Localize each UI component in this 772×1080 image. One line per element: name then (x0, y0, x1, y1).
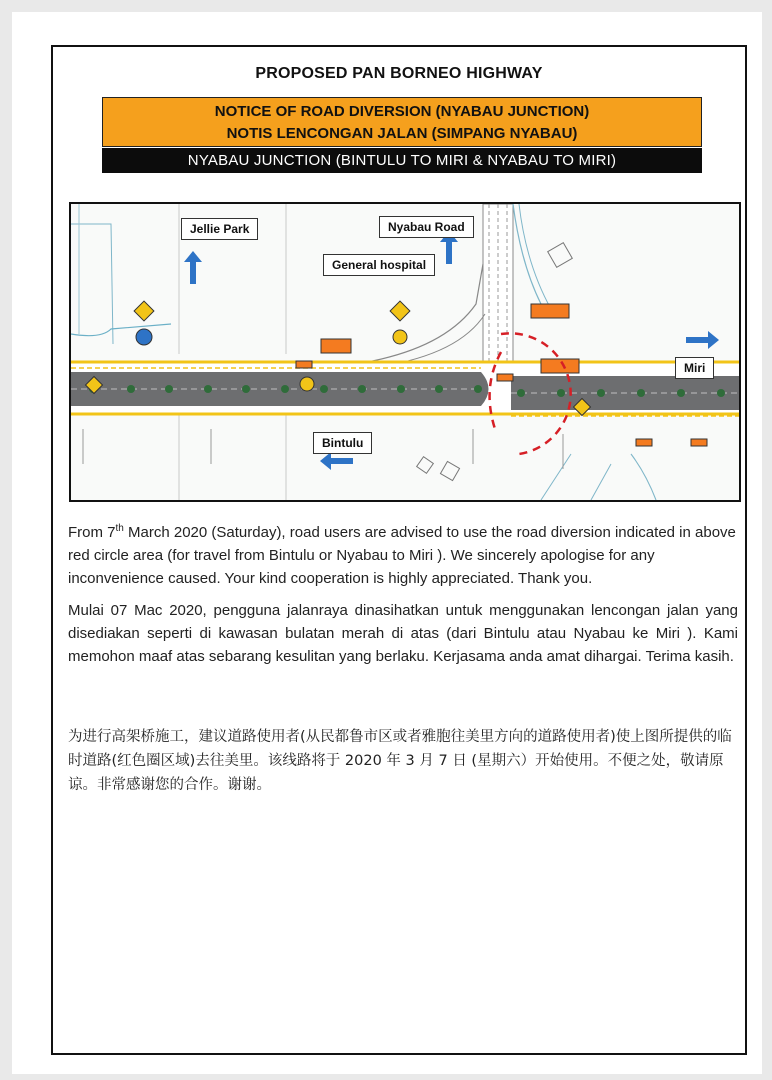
route-banner: NYABAU JUNCTION (BINTULU TO MIRI & NYABAU TO MIRI) (102, 148, 702, 173)
notice-english-paragraph (68, 517, 738, 590)
english-body: March 2020 (Saturday), road users are advised to use the road diversion indicated in above red circle area (for travel from Bintulu or Nyabau to Miri ). We sincerely apologise for any inconvenience caused. Your kind cooperation is highly appreciated. Thank you. (68, 524, 736, 587)
document-title: PROPOSED PAN BORNEO HIGHWAY (255, 65, 543, 82)
label-bintulu: Bintulu (313, 432, 372, 454)
notice-chinese-paragraph: 为进行高架桥施工，建议道路使用者(从民都鲁市区或者雅胞往美里方向的道路使用者)使上图所提供的临时道路(红色圈区域)去往美里。该线路将于 2020 年 3 月 7 日 (星期六）开始使用。不便之处，敬请原谅。非常感谢您的合作。谢谢。 (68, 729, 732, 793)
notice-sheet (12, 12, 762, 1074)
notice-heading-box (102, 97, 702, 147)
label-jellie-park: Jellie Park (181, 218, 258, 240)
notice-title-english: NOTICE OF ROAD DIVERSION (NYABAU JUNCTION) (214, 103, 590, 120)
notice-title-malay: NOTIS LENCONGAN JALAN (SIMPANG NYABAU) (226, 125, 578, 142)
english-date-prefix: From 7 (68, 524, 116, 541)
label-general-hospital: General hospital (323, 254, 435, 276)
diversion-map (69, 202, 741, 502)
document-frame (51, 45, 747, 1055)
map-drawing (71, 204, 739, 500)
label-miri: Miri (675, 357, 714, 379)
english-date-suffix: th (115, 523, 124, 534)
label-nyabau-road: Nyabau Road (379, 216, 474, 238)
notice-malay-paragraph: Mulai 07 Mac 2020, pengguna jalanraya dinasihatkan untuk menggunakan lencongan jalan yang disediakan seperti di kawasan bulatan merah di atas (dari Bintulu atau Nyabau ke Miri ). Kami memohon maaf atas sebarang kesulitan yang berlaku. Kerjasama anda amat dihargai. Terima kasih. (68, 602, 738, 665)
